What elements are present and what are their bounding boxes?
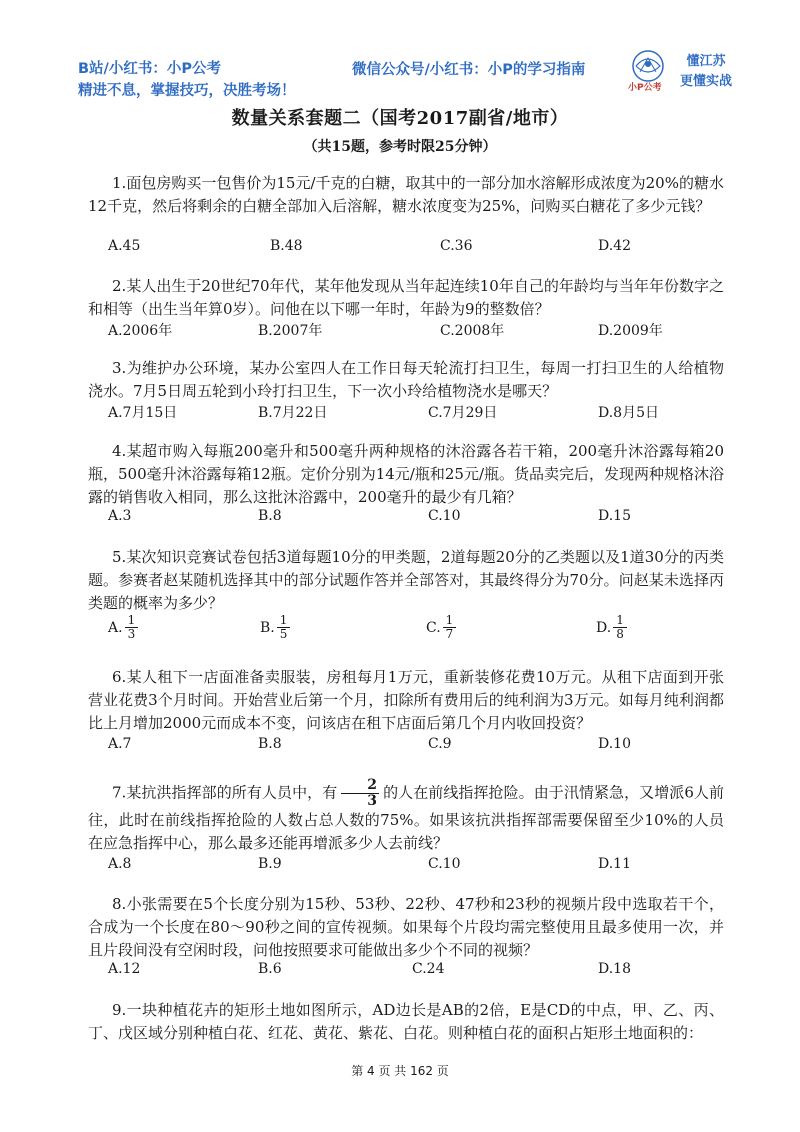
option-b: B.2007年 bbox=[258, 323, 323, 339]
option-c: C.10 bbox=[428, 508, 461, 524]
option-d: D.11 bbox=[598, 856, 631, 872]
question-text: 8.小张需要在5个长度分别为15秒、53秒、22秒、47秒和23秒的视频片段中选取若干个，合成为一个长度在80～90秒之间的宣传视频。如果每个片段均需完整使用且最多使用一次，并且片段间没有空闲时段，问他按照要求可能做出多少个不同的视频？ bbox=[88, 895, 724, 959]
option-d: D.15 bbox=[598, 508, 631, 524]
denominator: 3 bbox=[127, 627, 136, 641]
question-6-options bbox=[108, 736, 728, 758]
option-letter: B. bbox=[260, 619, 275, 636]
question-text: 6.某人租下一店面准备卖服装，房租每月1万元，重新装修花费10万元。从租下店面到开张营业花费3个月时间。开始营业后第一个月，扣除所有费用后的纯利润为3万元。如每月纯利润都比上月增加2000元而成本不变，问该店在租下店面后第几个月内收回投资？ bbox=[88, 668, 724, 732]
question-8 bbox=[88, 893, 724, 962]
option-d: D.18 bbox=[598, 961, 631, 977]
header-left bbox=[78, 58, 296, 102]
question-9 bbox=[88, 999, 724, 1045]
fraction bbox=[613, 614, 627, 641]
logo-text: 小P公考 bbox=[628, 83, 662, 93]
slogan-line1: 懂江苏 bbox=[686, 54, 726, 69]
option-a: A.7月15日 bbox=[108, 405, 178, 421]
fraction bbox=[277, 614, 291, 641]
question-5-options bbox=[108, 614, 728, 648]
option-b: B.6 bbox=[258, 961, 282, 977]
question-5 bbox=[88, 546, 724, 615]
page-subtitle: （共15题，参考时限25分钟） bbox=[303, 139, 497, 155]
header-left-line2: 精进不息，掌握技巧，决胜考场！ bbox=[78, 83, 296, 99]
option-c: C.24 bbox=[412, 961, 445, 977]
option-c bbox=[426, 614, 456, 641]
question-3-options bbox=[108, 402, 728, 424]
slogan-line2: 更懂实战 bbox=[680, 74, 733, 89]
question-6 bbox=[88, 666, 724, 735]
option-a: A.7 bbox=[108, 736, 132, 752]
question-1 bbox=[88, 172, 724, 218]
option-b: B.9 bbox=[258, 856, 282, 872]
question-text: 9.一块种植花卉的矩形土地如图所示，AD边长是AB的2倍，E是CD的中点，甲、乙、丙、丁、戊区域分别种植白花、红花、黄花、紫花、白花。则种植白花的面积占矩形土地面积的： bbox=[88, 1001, 724, 1042]
numerator: 1 bbox=[443, 614, 457, 628]
question-text: 5.某次知识竞赛试卷包括3道每题10分的甲类题，2道每题20分的乙类题以及1道30分的丙类题。参赛者赵某随机选择其中的部分试题作答并全部答对，其最终得分为70分。问赵某未选择丙类题的概率为多少？ bbox=[88, 548, 724, 612]
option-c: C.7月29日 bbox=[428, 405, 498, 421]
header-slogan bbox=[680, 52, 732, 92]
option-d: D.8月5日 bbox=[598, 405, 659, 421]
option-a bbox=[108, 614, 138, 641]
question-text: 1.面包房购买一包售价为15元/千克的白糖，取其中的一部分加水溶解形成浓度为20%的糖水12千克，然后将剩余的白糖全部加入后溶解，糖水浓度变为25%，问购买白糖花了多少元钱？ bbox=[88, 174, 724, 215]
question-text: 3.为维护办公环境，某办公室四人在工作日每天轮流打扫卫生，每周一打扫卫生的人给植物浇水。7月5日周五轮到小玲打扫卫生，下一次小玲给植物浇水是哪天？ bbox=[88, 359, 724, 400]
fraction bbox=[125, 614, 139, 641]
option-a: A.12 bbox=[108, 961, 141, 977]
numerator: 1 bbox=[125, 614, 139, 628]
denominator: 3 bbox=[367, 793, 378, 809]
option-b: B.48 bbox=[270, 238, 303, 254]
option-c: C.9 bbox=[428, 736, 452, 752]
numerator: 2 bbox=[341, 778, 379, 794]
option-b bbox=[260, 614, 290, 641]
option-c: C.10 bbox=[428, 856, 461, 872]
question-4-options bbox=[108, 508, 728, 530]
question-text: 2.某人出生于20世纪70年代，某年他发现从当年起连续10年自己的年龄均与当年年份数字之和相等（出生当年算0岁）。问他在以下哪一年时，年龄为9的整数倍？ bbox=[88, 277, 724, 318]
option-c: C.36 bbox=[440, 238, 473, 254]
option-letter: C. bbox=[426, 619, 441, 636]
option-letter: D. bbox=[596, 619, 612, 636]
question-7-options bbox=[108, 856, 728, 878]
option-d: D.2009年 bbox=[598, 323, 663, 339]
question-1-options bbox=[108, 238, 728, 260]
question-text-after: 的人在前线指挥抢险。由于汛情紧急，又增派6人前往，此时在前线指挥抢险的人数占总人数的75%。如果该抗洪指挥部需要保留至少10%的人员在应急指挥中心，那么最多还能再增派多少人去前线？ bbox=[88, 783, 724, 852]
page-footer: 第 4 页 共 162 页 bbox=[351, 1064, 449, 1078]
option-letter: A. bbox=[108, 619, 123, 636]
denominator: 5 bbox=[279, 627, 288, 641]
option-a: A.8 bbox=[108, 856, 132, 872]
option-a: A.3 bbox=[108, 508, 132, 524]
question-4 bbox=[88, 440, 724, 509]
inline-fraction bbox=[341, 778, 379, 809]
question-2-options bbox=[108, 320, 728, 342]
question-text bbox=[88, 778, 724, 855]
denominator: 8 bbox=[616, 627, 624, 641]
numerator: 1 bbox=[613, 614, 627, 628]
page-title: 数量关系套题二（国考2017副省/地市） bbox=[231, 108, 569, 129]
question-7 bbox=[88, 778, 724, 855]
header-middle: 微信公众号/小红书：小P的学习指南 bbox=[352, 62, 586, 78]
numerator: 1 bbox=[277, 614, 291, 628]
option-b: B.7月22日 bbox=[258, 405, 328, 421]
option-d bbox=[596, 614, 627, 641]
question-8-options bbox=[108, 961, 728, 983]
header-left-line1: B站/小红书：小P公考 bbox=[78, 61, 221, 77]
option-c: C.2008年 bbox=[440, 323, 505, 339]
question-text: 4.某超市购入每瓶200毫升和500毫升两种规格的沐浴露各若干箱，200毫升沐浴露每箱20瓶，500毫升沐浴露每箱12瓶。定价分别为14元/瓶和25元/瓶。货品卖完后，发现两种规格沐浴露的销售收入相同，那么这批沐浴露中，200毫升的最少有几箱？ bbox=[88, 442, 725, 506]
option-d: D.42 bbox=[598, 238, 631, 254]
question-3 bbox=[88, 357, 724, 403]
option-a: A.45 bbox=[108, 238, 141, 254]
option-a: A.2006年 bbox=[108, 323, 173, 339]
option-b: B.8 bbox=[258, 736, 282, 752]
fraction bbox=[443, 614, 457, 641]
denominator: 7 bbox=[445, 627, 454, 641]
option-b: B.8 bbox=[258, 508, 282, 524]
question-2 bbox=[88, 275, 724, 321]
question-text-before: 7.某抗洪指挥部的所有人员中，有 bbox=[112, 783, 338, 802]
option-d: D.10 bbox=[598, 736, 631, 752]
